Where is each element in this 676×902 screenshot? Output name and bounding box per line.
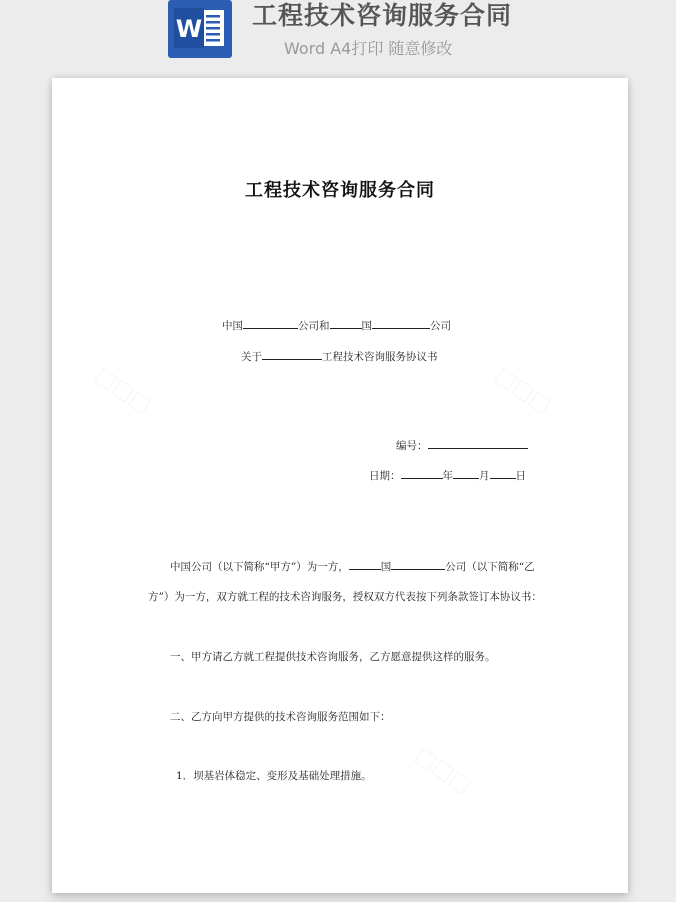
watermark <box>90 362 155 418</box>
date-day: 日 <box>515 470 526 482</box>
clause-1: 一、甲方请乙方就工程提供技术咨询服务，乙方愿意提供这样的服务。 <box>170 651 496 663</box>
date-month: 月 <box>479 470 490 482</box>
document-page <box>52 78 628 893</box>
header-line-1 <box>222 318 451 333</box>
header-line-2 <box>241 349 438 364</box>
header-line-2-part-a: 关于 <box>241 351 262 363</box>
watermark <box>410 742 475 798</box>
number-blank <box>428 438 528 449</box>
banner-title: 工程技术咨询服务合同 <box>252 1 513 30</box>
clause-2: 二、乙方向甲方提供的技术咨询服务范围如下： <box>170 711 391 723</box>
blank-field <box>401 468 443 479</box>
blank-field <box>391 559 445 570</box>
header-line-2-part-b: 工程技术咨询服务协议书 <box>322 351 438 363</box>
number-label: 编号： <box>396 440 428 452</box>
date-label: 日期： <box>369 470 401 482</box>
para-1-part-a: 中国公司（以下简称“甲方”）为一方， <box>170 561 349 573</box>
blank-field <box>490 468 516 479</box>
document-title: 工程技术咨询服务合同 <box>245 180 435 201</box>
header-line-1-part-a: 中国 <box>222 320 243 332</box>
date-year: 年 <box>442 470 453 482</box>
blank-field <box>453 468 479 479</box>
banner <box>0 0 676 70</box>
date-line <box>369 468 526 483</box>
number-line <box>396 438 528 453</box>
word-icon-letter: W <box>175 15 203 43</box>
watermark <box>490 362 555 418</box>
paragraph-1-line-1 <box>170 559 535 574</box>
blank-field <box>330 318 362 329</box>
header-line-1-part-c: 国 <box>361 320 372 332</box>
blank-field <box>262 349 322 360</box>
header-line-1-part-b: 公司和 <box>298 320 330 332</box>
banner-subtitle: Word A4打印 随意修改 <box>284 39 453 58</box>
header-line-1-part-d: 公司 <box>430 320 451 332</box>
para-1-part-b: 国 <box>380 561 392 573</box>
para-1-part-c: 公司（以下简称“乙 <box>445 561 535 573</box>
word-icon <box>168 0 232 58</box>
item-1: 1．坝基岩体稳定、变形及基础处理措施。 <box>176 770 372 782</box>
paragraph-1-line-2: 方”）为一方，双方就工程的技术咨询服务，授权双方代表按下列条款签订本协议书： <box>148 591 542 603</box>
blank-field <box>349 559 381 570</box>
blank-field <box>372 318 430 329</box>
blank-field <box>243 318 298 329</box>
